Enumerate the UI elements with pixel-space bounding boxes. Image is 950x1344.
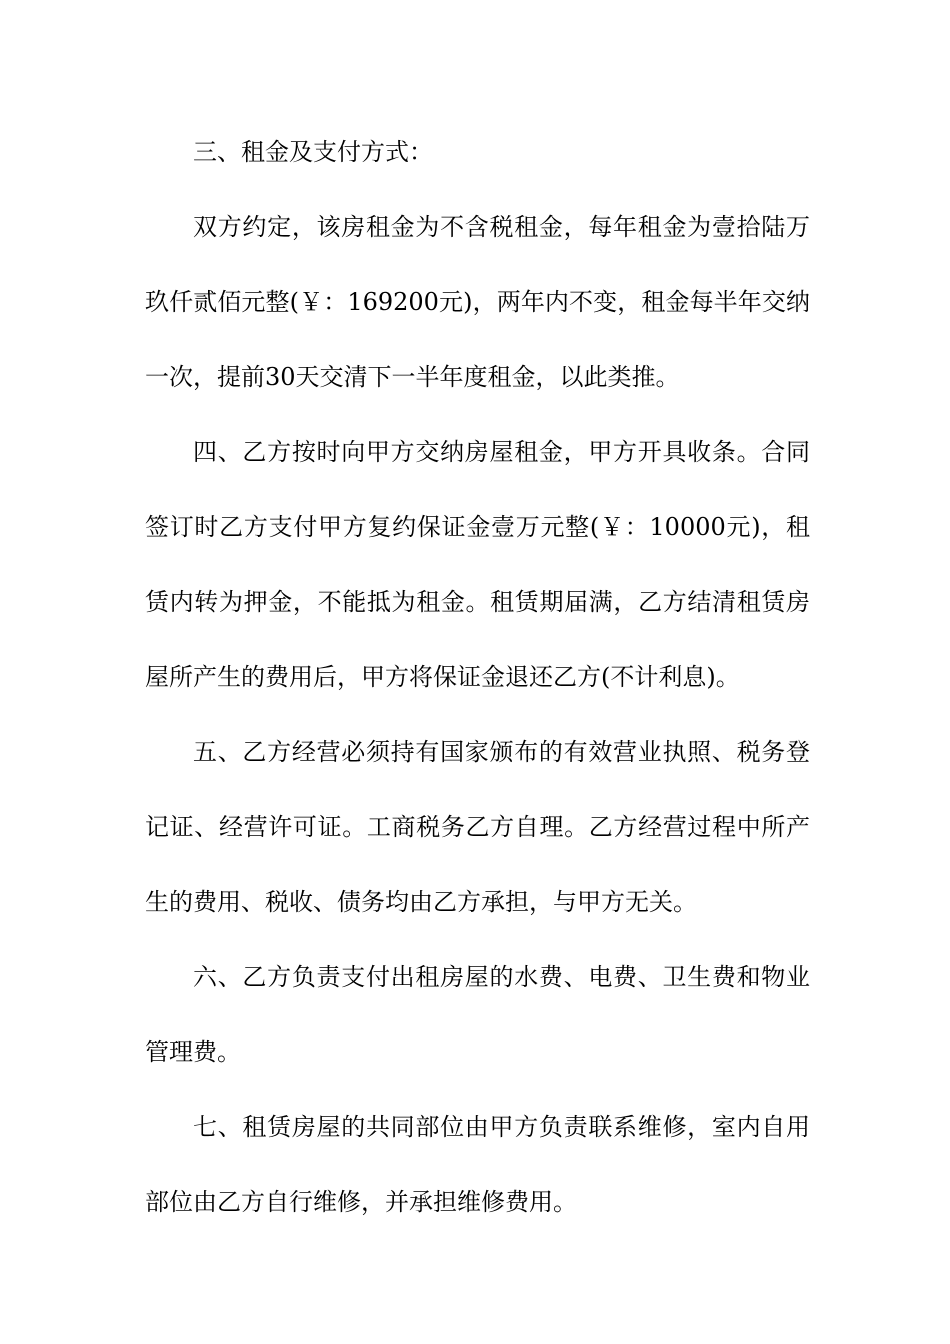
paragraph-line: 赁内转为押金，不能抵为租金。租赁期届满，乙方结清租赁房 — [145, 588, 810, 616]
paragraph-line: 部位由乙方自行维修，并承担维修费用。 — [145, 1188, 577, 1216]
paragraph-line: 管理费。 — [145, 1038, 241, 1066]
paragraph-line: 五、乙方经营必须持有国家颁布的有效营业执照、税务登 — [193, 738, 810, 766]
paragraph-line: 记证、经营许可证。工商税务乙方自理。乙方经营过程中所产 — [145, 813, 810, 841]
paragraph-line: 签订时乙方支付甲方复约保证金壹万元整(￥：10000元)，租 — [145, 513, 810, 541]
paragraph-line: 生的费用、税收、债务均由乙方承担，与甲方无关。 — [145, 888, 697, 916]
paragraph-line: 屋所产生的费用后，甲方将保证金退还乙方(不计利息)。 — [145, 663, 740, 691]
paragraph-line: 一次，提前30天交清下一半年度租金，以此类推。 — [145, 363, 680, 391]
paragraph-line: 四、乙方按时向甲方交纳房屋租金，甲方开具收条。合同 — [193, 438, 810, 466]
paragraph-line: 六、乙方负责支付出租房屋的水费、电费、卫生费和物业 — [193, 963, 810, 991]
section-three-heading: 三、租金及支付方式： — [193, 138, 433, 166]
paragraph-line: 七、租赁房屋的共同部位由甲方负责联系维修，室内自用 — [193, 1113, 810, 1141]
paragraph-line: 玖仟贰佰元整(￥：169200元)，两年内不变，租金每半年交纳 — [145, 288, 810, 316]
paragraph-line: 双方约定，该房租金为不含税租金，每年租金为壹拾陆万 — [193, 213, 810, 241]
